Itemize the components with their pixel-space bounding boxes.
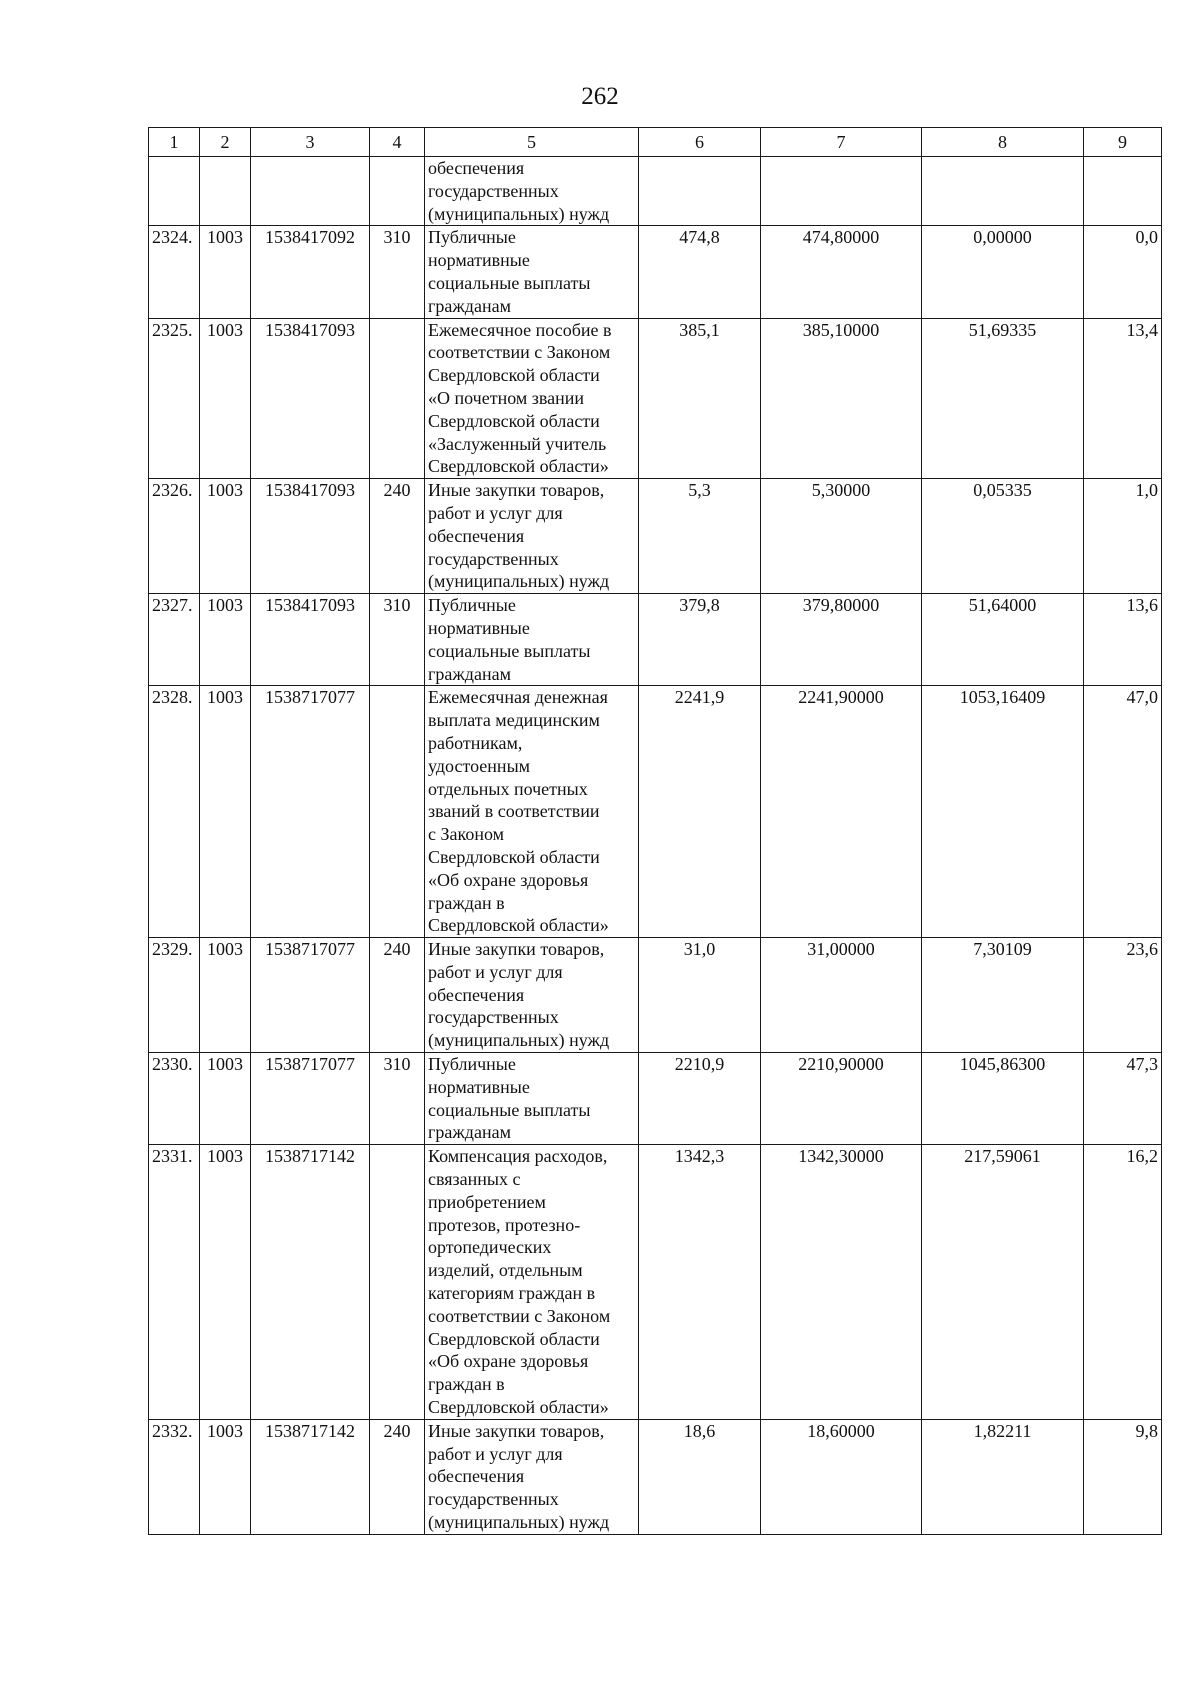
plan-cell: 385,1	[639, 318, 761, 479]
section-cell: 1003	[200, 1053, 251, 1145]
budget-cell: 2241,90000	[761, 686, 922, 938]
target-code-cell: 1538417093	[251, 479, 370, 594]
description-cell: Публичные нормативные социальные выплаты гражданам	[428, 227, 591, 316]
executed-cell: 1,82211	[922, 1419, 1084, 1534]
executed-cell: 51,64000	[922, 594, 1084, 686]
executed-cell: 0,00000	[922, 226, 1084, 318]
percent-cell: 9,8	[1084, 1419, 1162, 1534]
row-number-cell: 2325.	[149, 318, 200, 479]
expense-type-cell	[370, 318, 425, 479]
row-number-cell: 2329.	[149, 938, 200, 1053]
column-number-row	[149, 128, 1162, 157]
description-cell: Иные закупки товаров, работ и услуг для обеспечения государственных (муниципальных) нужд	[428, 480, 610, 592]
table-row	[149, 1053, 1162, 1145]
description-cell: Компенсация расходов, связанных с приобретением протезов, протезно- ортопедических изделий, отдельным категориям граждан в соответствии с Законом Свердловской области «Об охране здоровья граждан в Свердловской области»	[428, 1146, 611, 1418]
percent-cell: 23,6	[1084, 938, 1162, 1053]
section-cell: 1003	[200, 938, 251, 1053]
expense-type-cell: 240	[370, 1419, 425, 1534]
expense-type-cell	[370, 686, 425, 938]
percent-cell: 47,3	[1084, 1053, 1162, 1145]
description-cell: Ежемесячная денежная выплата медицинским работникам, удостоенным отдельных почетных званий в соответствии с Законом Свердловской области «Об охране здоровья граждан в Свердловской области»	[428, 687, 609, 936]
expense-type-cell	[370, 1145, 425, 1420]
plan-cell: 474,8	[639, 226, 761, 318]
table-row	[149, 318, 1162, 479]
section-cell: 1003	[200, 1145, 251, 1420]
expense-type-cell: 310	[370, 1053, 425, 1145]
percent-cell: 47,0	[1084, 686, 1162, 938]
section-cell: 1003	[200, 1419, 251, 1534]
row-number-cell: 2330.	[149, 1053, 200, 1145]
column-header: 1	[149, 128, 200, 157]
column-header: 8	[922, 128, 1084, 157]
description-cell: Ежемесячное пособие в соответствии с Законом Свердловской области «О почетном звании Свердловской области «Заслуженный учитель Свердловской области»	[428, 319, 612, 477]
section-cell: 1003	[200, 318, 251, 479]
percent-cell: 16,2	[1084, 1145, 1162, 1420]
section-cell: 1003	[200, 594, 251, 686]
budget-cell: 385,10000	[761, 318, 922, 479]
budget-cell: 5,30000	[761, 479, 922, 594]
plan-cell: 2241,9	[639, 686, 761, 938]
plan-cell: 2210,9	[639, 1053, 761, 1145]
percent-cell: 13,6	[1084, 594, 1162, 686]
plan-cell: 379,8	[639, 594, 761, 686]
row-number-cell: 2327.	[149, 594, 200, 686]
plan-cell: 5,3	[639, 479, 761, 594]
executed-cell: 1045,86300	[922, 1053, 1084, 1145]
section-cell: 1003	[200, 479, 251, 594]
row-number-cell: 2332.	[149, 1419, 200, 1534]
target-code-cell: 1538717142	[251, 1145, 370, 1420]
executed-cell: 0,05335	[922, 479, 1084, 594]
plan-cell: 18,6	[639, 1419, 761, 1534]
row-number-cell: 2331.	[149, 1145, 200, 1420]
percent-cell: 13,4	[1084, 318, 1162, 479]
description-cell: Публичные нормативные социальные выплаты гражданам	[428, 1054, 591, 1143]
budget-cell: 18,60000	[761, 1419, 922, 1534]
column-header: 4	[370, 128, 425, 157]
target-code-cell: 1538717077	[251, 938, 370, 1053]
budget-cell: 2210,90000	[761, 1053, 922, 1145]
column-header: 2	[200, 128, 251, 157]
description-cell: Публичные нормативные социальные выплаты гражданам	[428, 595, 591, 684]
target-code-cell: 1538717142	[251, 1419, 370, 1534]
executed-cell: 51,69335	[922, 318, 1084, 479]
description-cell: обеспечения государственных (муниципальных) нужд	[428, 158, 610, 224]
target-code-cell: 1538717077	[251, 1053, 370, 1145]
column-header: 9	[1084, 128, 1162, 157]
budget-table	[148, 127, 1162, 1535]
table-row	[149, 226, 1162, 318]
column-header: 7	[761, 128, 922, 157]
target-code-cell: 1538417093	[251, 594, 370, 686]
table-row	[149, 594, 1162, 686]
budget-cell: 1342,30000	[761, 1145, 922, 1420]
table-row	[149, 1145, 1162, 1420]
percent-cell: 0,0	[1084, 226, 1162, 318]
executed-cell: 1053,16409	[922, 686, 1084, 938]
percent-cell: 1,0	[1084, 479, 1162, 594]
expense-type-cell: 240	[370, 938, 425, 1053]
budget-cell: 474,80000	[761, 226, 922, 318]
target-code-cell: 1538417093	[251, 318, 370, 479]
expense-type-cell: 310	[370, 226, 425, 318]
row-number-cell: 2328.	[149, 686, 200, 938]
description-cell: Иные закупки товаров, работ и услуг для обеспечения государственных (муниципальных) нужд	[428, 1420, 610, 1533]
column-header: 5	[425, 128, 639, 157]
page-number: 262	[581, 83, 619, 110]
continuation-row	[149, 157, 1162, 226]
row-number-cell: 2326.	[149, 479, 200, 594]
section-cell: 1003	[200, 686, 251, 938]
budget-cell: 379,80000	[761, 594, 922, 686]
table-row	[149, 1419, 1162, 1534]
row-number-cell: 2324.	[149, 226, 200, 318]
budget-cell: 31,00000	[761, 938, 922, 1053]
executed-cell: 7,30109	[922, 938, 1084, 1053]
table-row	[149, 479, 1162, 594]
column-header: 3	[251, 128, 370, 157]
expense-type-cell: 240	[370, 479, 425, 594]
plan-cell: 1342,3	[639, 1145, 761, 1420]
column-header: 6	[639, 128, 761, 157]
expense-type-cell: 310	[370, 594, 425, 686]
executed-cell: 217,59061	[922, 1145, 1084, 1420]
target-code-cell: 1538417092	[251, 226, 370, 318]
section-cell: 1003	[200, 226, 251, 318]
plan-cell: 31,0	[639, 938, 761, 1053]
table-row	[149, 686, 1162, 938]
description-cell: Иные закупки товаров, работ и услуг для обеспечения государственных (муниципальных) нужд	[428, 939, 610, 1051]
table-row	[149, 938, 1162, 1053]
target-code-cell: 1538717077	[251, 686, 370, 938]
